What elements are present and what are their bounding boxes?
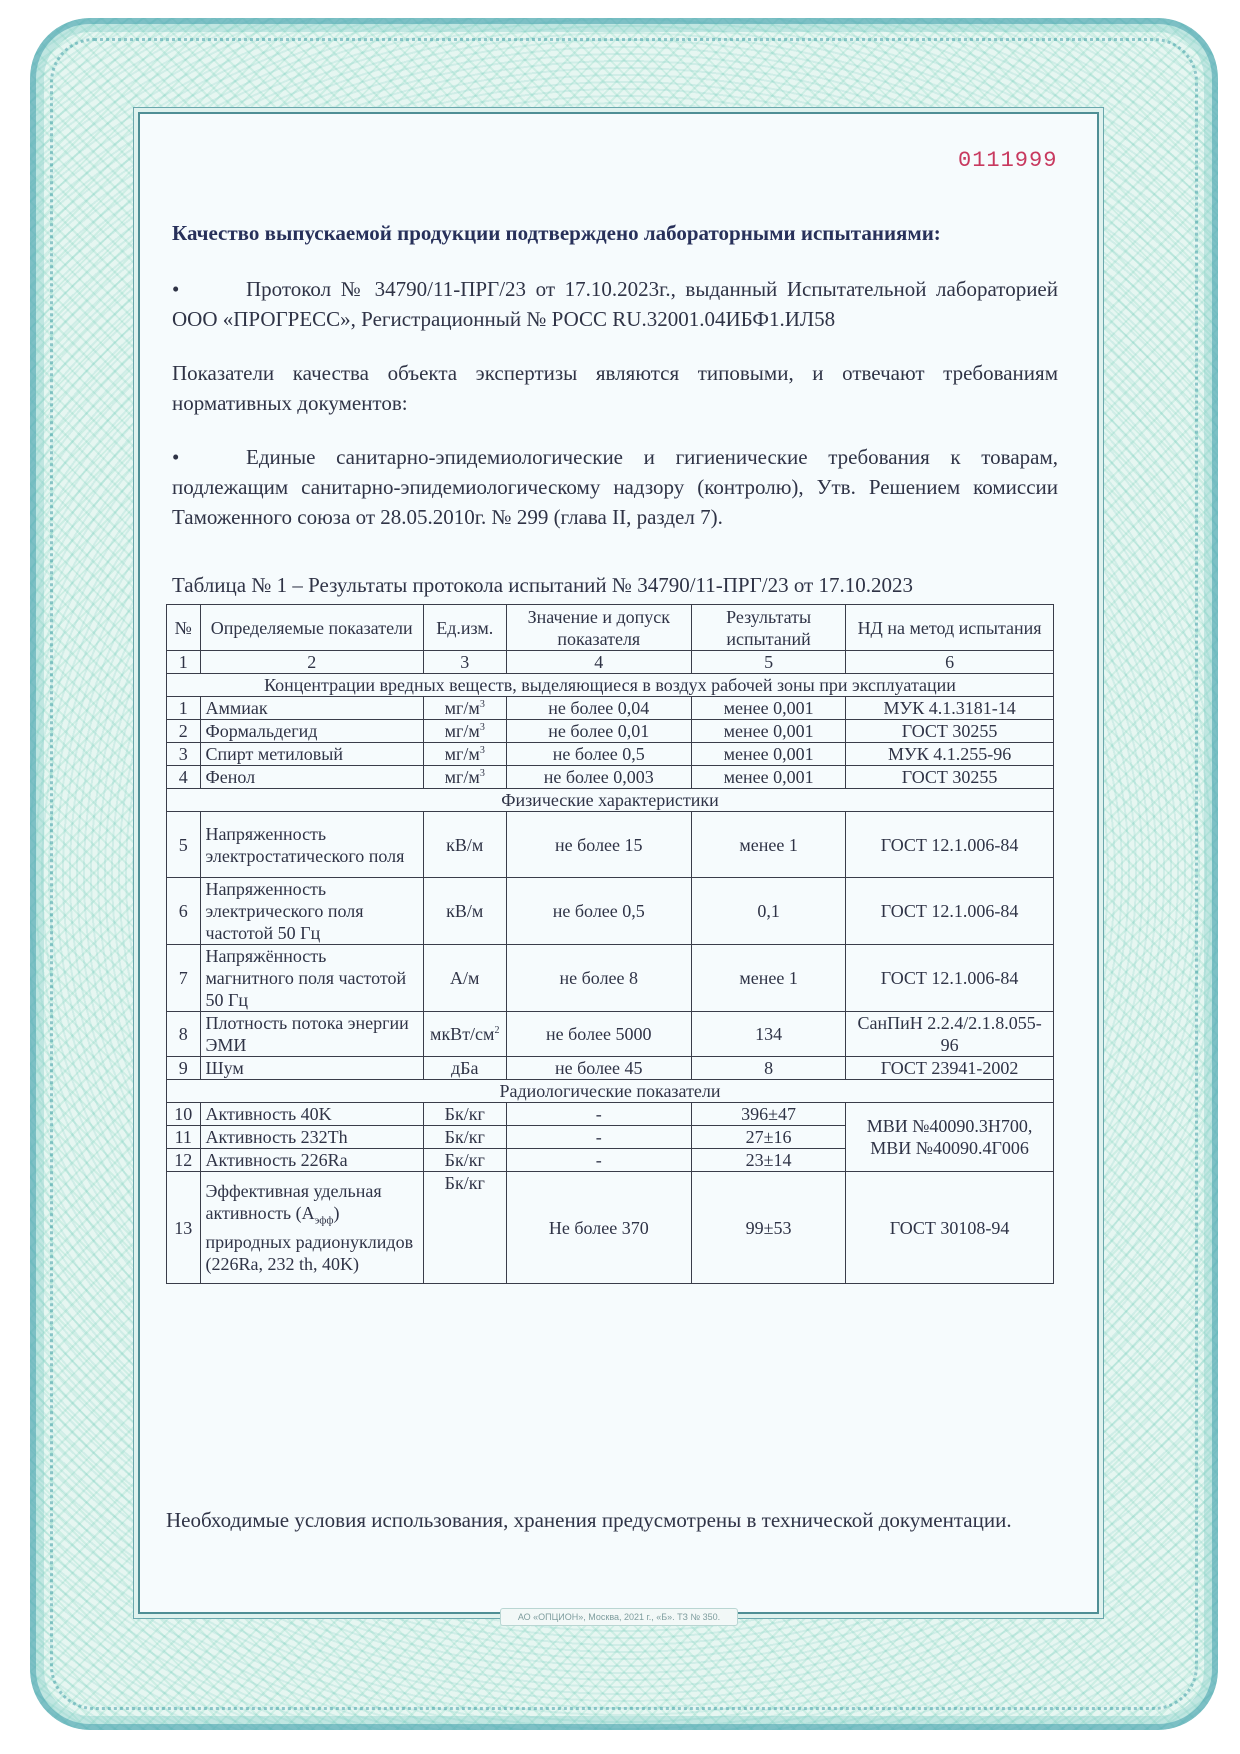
table-row: [167, 812, 1054, 878]
row-number: 8: [167, 1012, 201, 1057]
unit-exponent: 2: [494, 1025, 500, 1036]
row-indicator: Напряженность электростатического поля: [200, 812, 423, 878]
row-limit: не более 8: [506, 945, 691, 1012]
row-result: менее 0,001: [692, 766, 846, 789]
row-method: ГОСТ 30255: [846, 720, 1054, 743]
colnum-6: 6: [846, 651, 1054, 674]
indicator-text: ) природных радионуклидов (226Ra, 232 th, 40K): [205, 1202, 414, 1275]
bullet-icon: •: [172, 445, 180, 469]
row-method: ГОСТ 30255: [846, 766, 1054, 789]
row-unit: Бк/кг: [423, 1172, 506, 1284]
quality-heading: Качество выпускаемой продукции подтверждено лабораторными испытаниями:: [172, 221, 941, 245]
row-method: МУК 4.1.255-96: [846, 743, 1054, 766]
indicators-paragraph: Показатели качества объекта экспертизы являются типовыми, и отвечают требованиям нормативных документов:: [172, 361, 1058, 415]
storage-conditions-note: Необходимые условия использования, хранения предусмотрены в технической документации.: [166, 1508, 1012, 1532]
bullet-icon: •: [172, 277, 180, 301]
row-unit: [423, 697, 506, 720]
row-limit: -: [506, 1103, 691, 1126]
header-indicator: Определяемые показатели: [200, 605, 423, 651]
row-indicator: Формальдегид: [200, 720, 423, 743]
header-unit: Ед.изм.: [423, 605, 506, 651]
row-unit: [423, 743, 506, 766]
section-row-physical: [167, 789, 1054, 812]
row-indicator: Аммиак: [200, 697, 423, 720]
unit-text: мг/м: [444, 767, 480, 787]
unit-exponent: 3: [479, 722, 485, 733]
row-result: 0,1: [692, 878, 846, 945]
table-row: [167, 743, 1054, 766]
row-limit: Не более 370: [506, 1172, 691, 1284]
column-number-row: [167, 651, 1054, 674]
row-method: ГОСТ 30108-94: [846, 1172, 1054, 1284]
row-number: 3: [167, 743, 201, 766]
row-method: ГОСТ 12.1.006-84: [846, 878, 1054, 945]
row-indicator: Шум: [200, 1057, 423, 1080]
unit-text: мг/м: [444, 744, 480, 764]
row-result: менее 1: [692, 945, 846, 1012]
header-number: №: [167, 605, 201, 651]
protocol-text: Протокол № 34790/11-ПРГ/23 от 17.10.2023г., выданный Испытательной лабораторией ООО «ПРОГРЕСС», Регистрационный № РОСС RU.32001.04ИБФ1.ИЛ58: [172, 277, 1058, 331]
header-method: НД на метод испытания: [846, 605, 1054, 651]
row-limit: не более 5000: [506, 1012, 691, 1057]
row-indicator: Активность 40K: [200, 1103, 423, 1126]
row-limit: -: [506, 1149, 691, 1172]
row-limit: не более 15: [506, 812, 691, 878]
unit-exponent: 3: [479, 768, 485, 779]
results-table: [166, 604, 1054, 1284]
section-row-radiological: [167, 1080, 1054, 1103]
row-unit: [423, 720, 506, 743]
row-number: 10: [167, 1103, 201, 1126]
row-number: 7: [167, 945, 201, 1012]
row-result: 8: [692, 1057, 846, 1080]
row-indicator: Активность 232Th: [200, 1126, 423, 1149]
row-result: 27±16: [692, 1126, 846, 1149]
row-limit: не более 0,003: [506, 766, 691, 789]
row-limit: не более 45: [506, 1057, 691, 1080]
row-result: менее 1: [692, 812, 846, 878]
row-unit: дБа: [423, 1057, 506, 1080]
section-title: Физические характеристики: [167, 789, 1054, 812]
colnum-2: 2: [200, 651, 423, 674]
table-row: [167, 878, 1054, 945]
table-row: [167, 720, 1054, 743]
section-title: Концентрации вредных веществ, выделяющиеся в воздух рабочей зоны при эксплуатации: [167, 674, 1054, 697]
row-method: СанПиН 2.2.4/2.1.8.055-96: [846, 1012, 1054, 1057]
colnum-1: 1: [167, 651, 201, 674]
requirements-text: Единые санитарно-эпидемиологические и гигиенические требования к товарам, подлежащим санитарно-эпидемиологическому надзору (контролю), Утв. Решением комиссии Таможенного союза от 28.05.2010г. № 299 (глава II, раздел 7).: [172, 445, 1058, 529]
row-number: 13: [167, 1172, 201, 1284]
section-row-chemical: [167, 674, 1054, 697]
row-unit: Бк/кг: [423, 1149, 506, 1172]
row-result: 99±53: [692, 1172, 846, 1284]
row-method: ГОСТ 12.1.006-84: [846, 945, 1054, 1012]
row-indicator: Напряженность электрического поля частотой 50 Гц: [200, 878, 423, 945]
row-method: МУК 4.1.3181-14: [846, 697, 1054, 720]
row-limit: -: [506, 1126, 691, 1149]
header-result: Результаты испытаний: [692, 605, 846, 651]
row-result: 134: [692, 1012, 846, 1057]
row-result: 396±47: [692, 1103, 846, 1126]
table-row: [167, 697, 1054, 720]
colnum-5: 5: [692, 651, 846, 674]
row-result: менее 0,001: [692, 743, 846, 766]
table-row: [167, 1172, 1054, 1284]
table-header-row: [167, 605, 1054, 651]
row-unit: кВ/м: [423, 812, 506, 878]
printer-imprint: АО «ОПЦИОН», Москва, 2021 г., «Б». ТЗ № 350.: [500, 1608, 738, 1626]
row-number: 5: [167, 812, 201, 878]
table-row: [167, 1057, 1054, 1080]
unit-text: мг/м: [444, 698, 480, 718]
row-indicator: Напряжённость магнитного поля частотой 50 Гц: [200, 945, 423, 1012]
row-unit: [423, 1012, 506, 1057]
row-limit: не более 0,04: [506, 697, 691, 720]
row-indicator: Активность 226Ra: [200, 1149, 423, 1172]
row-indicator: Фенол: [200, 766, 423, 789]
table-caption: Таблица № 1 – Результаты протокола испытаний № 34790/11-ПРГ/23 от 17.10.2023: [172, 573, 913, 597]
row-limit: не более 0,5: [506, 878, 691, 945]
table-row: [167, 766, 1054, 789]
protocol-paragraph: [172, 274, 1058, 334]
row-number: 1: [167, 697, 201, 720]
table-row: [167, 1103, 1054, 1126]
row-unit: [423, 766, 506, 789]
unit-text: мг/м: [444, 721, 480, 741]
row-number: 12: [167, 1149, 201, 1172]
row-indicator: Плотность потока энергии ЭМИ: [200, 1012, 423, 1057]
row-unit: А/м: [423, 945, 506, 1012]
row-number: 2: [167, 720, 201, 743]
section-title: Радиологические показатели: [167, 1080, 1054, 1103]
row-method: МВИ №40090.3Н700, МВИ №40090.4Г006: [846, 1103, 1054, 1172]
row-unit: Бк/кг: [423, 1126, 506, 1149]
row-unit: Бк/кг: [423, 1103, 506, 1126]
row-indicator: [200, 1172, 423, 1284]
header-limit: Значение и допуск показателя: [506, 605, 691, 651]
row-number: 9: [167, 1057, 201, 1080]
requirements-paragraph: [172, 442, 1058, 532]
row-method: ГОСТ 23941-2002: [846, 1057, 1054, 1080]
row-number: 11: [167, 1126, 201, 1149]
unit-exponent: 3: [479, 745, 485, 756]
row-indicator: Спирт метиловый: [200, 743, 423, 766]
unit-exponent: 3: [479, 699, 485, 710]
row-result: менее 0,001: [692, 697, 846, 720]
row-number: 4: [167, 766, 201, 789]
indicator-subscript: эфф: [314, 1214, 334, 1227]
serial-number: 0111999: [958, 148, 1058, 173]
row-limit: не более 0,01: [506, 720, 691, 743]
row-result: менее 0,001: [692, 720, 846, 743]
indicator-text: Эффективная удельная активность (А: [205, 1180, 382, 1223]
row-limit: не более 0,5: [506, 743, 691, 766]
unit-text: мкВт/см: [430, 1024, 495, 1044]
table-row: [167, 945, 1054, 1012]
row-method: ГОСТ 12.1.006-84: [846, 812, 1054, 878]
certificate-content: [172, 218, 1058, 1284]
colnum-3: 3: [423, 651, 506, 674]
row-result: 23±14: [692, 1149, 846, 1172]
row-number: 6: [167, 878, 201, 945]
table-row: [167, 1012, 1054, 1057]
row-unit: кВ/м: [423, 878, 506, 945]
colnum-4: 4: [506, 651, 691, 674]
